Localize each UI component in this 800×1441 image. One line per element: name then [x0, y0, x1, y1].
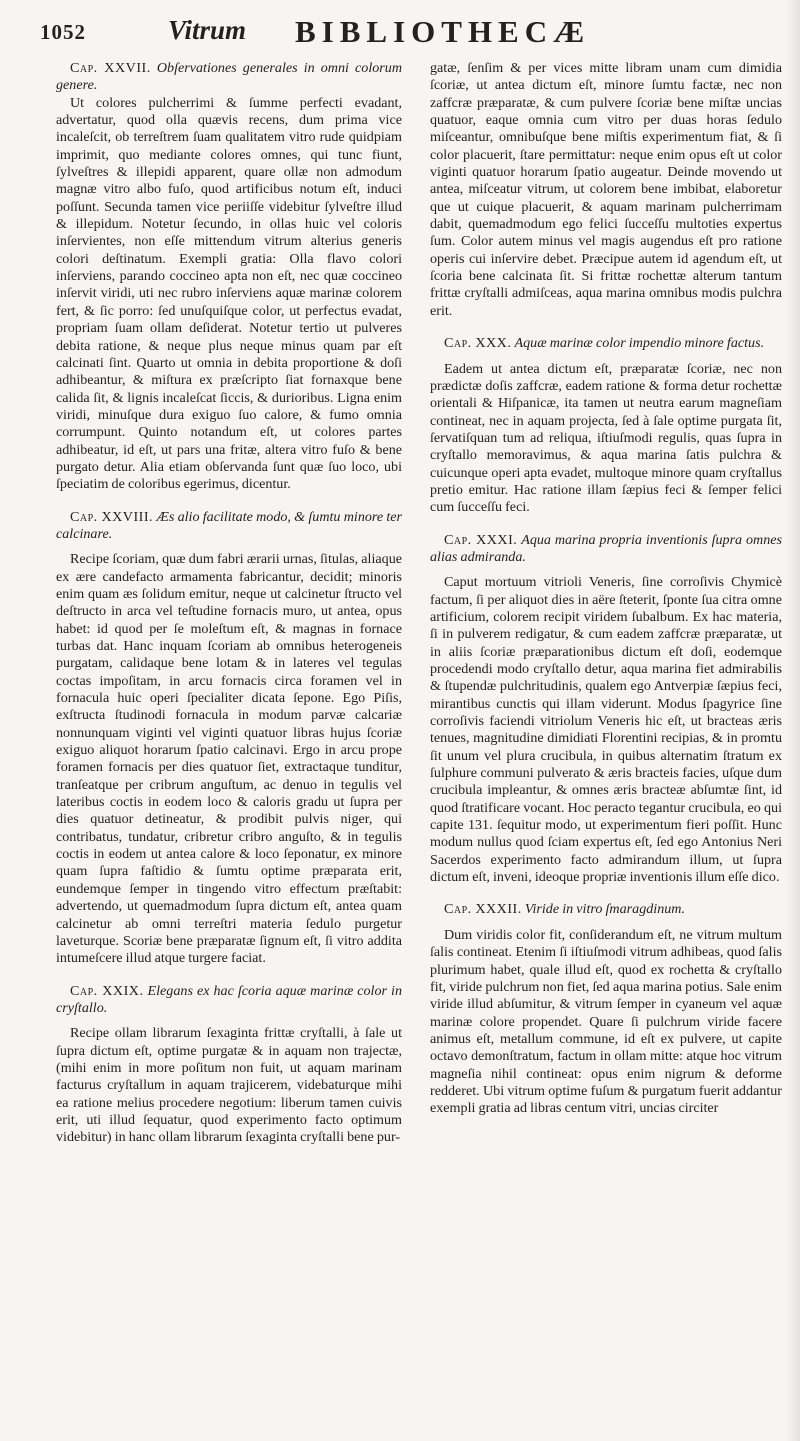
chapter-heading	[430, 335, 782, 352]
running-title: Vitrum	[168, 15, 247, 45]
chapter-title: Obſervationes generales in omni colorum genere.	[56, 60, 403, 94]
chapter-title: Elegans ex hac ſcoria aquæ marinæ color in cryſtallo.	[56, 982, 402, 1016]
chapter-number: Cap. XXIX.	[70, 982, 144, 999]
page-fold-shadow	[786, 0, 800, 1441]
left-column	[56, 60, 402, 1147]
chapter-heading	[430, 901, 782, 918]
chapter-heading	[56, 509, 402, 544]
chapter-heading	[430, 532, 782, 567]
chapter-title: Aqua marina propria inventionis ſupra omnes alias admiranda.	[430, 531, 782, 565]
chapter-number: Cap. XXVIII.	[70, 508, 154, 525]
chapter-body: Eadem ut antea dictum eſt, præparatæ ſcoriæ, nec non prædictæ doſis zaffcræ, eadem ratione & forma detur rochettæ orientali & Hiſpanicæ, ita tamen ut neutra earum magneſiam contineat, nec in aquam projecta, ſed à ſale optime purgata ſit, ſervatiſquan tum ad reliqua, iſtiuſmodi regulis, quas ſupra in cryſtallo memoravimus, & aqua marina ſatis pulchra & cuicunque operi apta evadet, multoque minore quam cryſtallus pretio emitur. Hac ratione illam ſæpius feci & ſemper felici cum ſucceſſu feci.	[430, 360, 782, 516]
chapter-title: Aquæ marinæ color impendio minore factus.	[514, 335, 765, 352]
chapter-number: Cap. XXXII.	[444, 901, 522, 918]
right-column	[430, 60, 782, 1118]
page-number: 1052	[40, 20, 86, 44]
running-head: BIBLIOTHECÆ	[295, 14, 591, 49]
chapter-number: Cap. XXX.	[444, 335, 512, 352]
chapter-body: Recipe ollam librarum ſexaginta frittæ cryſtalli, à ſale ut ſupra dictum eſt, optime purgatæ & in aquam non trajectæ, (mihi enim in more poſitum non fuit, ut aquam marinam facturus cryſtallum in aquam trajicerem, videbaturque mihi ea ratione melius procedere negotium: liberum tamen cuivis erit, uti illud ſequatur, quod experimento facto optimum videbitur) in hanc ollam librarum ſexaginta cryſtalli bene pur-	[56, 1025, 402, 1146]
chapter-title: Æs alio facilitate modo, & ſumtu minore ter calcinare.	[56, 508, 403, 542]
chapter-number: Cap. XXVII.	[70, 60, 151, 76]
chapter-body: Ut colores pulcherrimi & ſumme perfecti evadant, advertatur, quod olla quævis recens, dum prima vice incaleſcit, ob terreſtrem ſuam qualitatem vitro rude quidpiam imprimit, quo mediante colores omnes, qui tunc fiunt, ſylveſtres & illepidi apparent, quare ollæ non admodum magnæ vitro albo fuſo, quod artificibus notum eſt, induci poſſunt. Secunda tamen vice periiſſe videbitur ſylveſtre illud & illepidum. Notetur ſecundo, in ollas huic vel coloris inſervientes, non eſſe mittendum vitrum alterius generis colori deſtinatum. Exempli gratia: Olla flavo colori inſerviens, parando coccineo apta non eſt, nec quæ coccineo inſervit viridi, uti nec rubro inſerviens aquæ marinæ colorem fert, & ſic porro: ſed unuſquiſque color, ut perfectus evadat, propriam ſuam ollam deſiderat. Notetur tertio ut pulveres debita ratione, & neque plus neque minus quam par eſt calcinati ſint. Quarto ut omnia in debita proportione & doſi adhibeantur, & miſtura ex præſcripto ſiat fornaxque bene calida ſit, & lignis incaleſcat ſiccis, & durioribus. Ligna enim viridi, minuſque dura exiguo ſuo calore, & fumo omnia corrumpunt. Quinto notandum eſt, ut colores partes adhibeatur, id eſt, ut pars una fritæ, altera vitro fuſo & bene purgato detur. Alia etiam obſervanda ſunt quæ ſuo loco, ubi ſpeciatim de coloribus egerimus, dicentur.	[56, 94, 402, 493]
chapter-body: Recipe ſcoriam, quæ dum fabri ærarii urnas, ſitulas, aliaque ex ære candefacto armamenta fabricantur, decidit; minoris enim quam æs ſolidum emitur, neque ut calcinetur ſtructo vel deſtructo in arca vel teſtudine fornacis muro, ut antea, opus habet: id quod per ſe moleſtum eſt, & magnas in fornace turbas dat. Hanc inquam ſcoriam ab omnibus heterogeneis purgatam, calidaque bene lotam & in lateres vel tegulas coctas impoſitam, in arcu fornacis circa foramen vel in fornacula huic operi ſpecialiter dicata ſepone. Ego Piſis, exſtructa ſtudinodi fornacula in modum parvæ calcariæ nonnunquam viginti vel viginti quatuor libras hujus ſcoriæ exiguo aliquot horarum ſpatio calcinavi. Ergo in arcu prope foramen fornacis per dies quatuor ſiet, extractaque tunditur, tranſeatque per cribrum anguſtum, ac denuo in tegulis vel lateribus coctis in eodem loco & caloris gradu ut ſupra per dies quatuor detineatur, & prodibit pulvis niger, qui contribatus, tundatur, cribretur cribro anguſto, & in tegulis coctis in eodem ut antea calore & loco ſeponatur, ex minore quam ſupra faſtidio & ſumtu optime præparata erit, eundemque ſemper in tingendo vitro effectum præſtabit: advertendo, ut quemadmodum ſupra dictum eſt, antea quam calcinetur ab omni terreſtri materia ſedulo purgetur laveturque. Scoriæ bene præparatæ ſignum eſt, ſi vitro addita intumeſcere illud atque turgere faciat.	[56, 551, 402, 967]
chapter-title: Viride in vitro ſmaragdinum.	[524, 901, 685, 918]
chapter-body: Dum viridis color fit, conſiderandum eſt, ne vitrum multum ſalis contineat. Etenim ſi iſtiuſmodi vitrum adhibeas, quod ſalis plurimum habet, quale illud eſt, quod ex rochetta & cryſtallo fit, viride pulchrum non fiet, ſed aqua marina potius. Sale enim viride illud abſumitur, & vitrum ſemper in cyaneum vel aquæ marinæ colore propendet. Quare ſi pulchrum viride facere animus eſt, metallum commune, id eſt ex pulvere, ut capite octavo demonſtratum, factum in ollam mitte: atque hoc vitrum magneſia nihil contineat: opus enim nigrum & deforme redderet. Ubi vitrum optime fuſum & purgatum fuerit addantur exempli gratia ad libras centum vitri, uncias circiter	[430, 926, 782, 1117]
chapter-body-continued: gatæ, ſenſim & per vices mitte libram unam cum dimidia ſcoriæ, ut antea dictum eſt, minore ſumtu factæ, nec non zaffcræ præparatæ, & cum pulvere ſcoriæ bene miſtæ uncias quatuor, eaque omnia cum vitro per duas horas ſedulo miſceantur, omnibuſque bene miſtis experimentum fiat, & ſi color placuerit, ſtare permittatur: neque enim opus eſt ut color viginti quatuor horarum ſpatio augeatur. Deinde movendo ut antea, miſceatur vitrum, ut colorem bene imbibat, elaboretur que ut cuique placuerit, & aquam marinam pulcherrimam dabit, quemadmodum ego felici ſucceſſu multoties expertus ſum. Color autem minus vel magis augendus eſt pro ratione operis cui inſervire debet. Præcipue autem id agendum eſt, ut ſcoria bene calcinata ſit. Si frittæ rochettæ alterum tantum frittæ cryſtalli admiſceas, aqua marina omnibus modis pulchra erit.	[430, 60, 782, 319]
page-header	[32, 8, 782, 49]
chapter-body: Caput mortuum vitrioli Veneris, ſine corroſivis Chymicè factum, ſi per aliquot dies in aëre ſteterit, ſponte ſua citra omne artificium, colorem recipit viridem ſubalbum. Ex hac materia, ſi in pulverem redigatur, & cum eadem zaffcræ præparatæ, ut in aliis ſcoriæ præparationibus dictum eſt doſi, eodemque procedendi modo cryſtallo detur, aqua marina fiet admirabilis & ſtupendæ pulchritudinis, qualem ego Antverpiæ ſæpius feci, mirantibus cunctis qui illam viderunt. Modus ſpagyrice ſine corroſivis faciendi vitriolum Veneris hic eſt, ut bracteas æris tenues, magnitudine dimidiati Florentini recipias, & in promtu ſit unum vel plura crucibula, in quibus alternatim ſtratum ex ſulphure communi pulverato & æris bracteis facies, uſque dum crucibula impleantur, & omnes æris bracteæ abſumtæ ſint, id quod ſtratificare vocant. Hoc peracto tegantur crucibula, eo qui capite 131. ſequitur modo, ut experimentum fieri poſſit. Hunc modum nullus quod ſciam expertus eſt, ſed ego Antonius Neri Sacerdos experimento facto admirandum illum, ut ſupra dictum eſt, inveni, ideoque propriæ inventionis illum eſſe dico.	[430, 574, 782, 886]
chapter-heading	[56, 983, 402, 1018]
chapter-number: Cap. XXXI.	[444, 531, 518, 548]
chapter-heading	[56, 60, 402, 95]
